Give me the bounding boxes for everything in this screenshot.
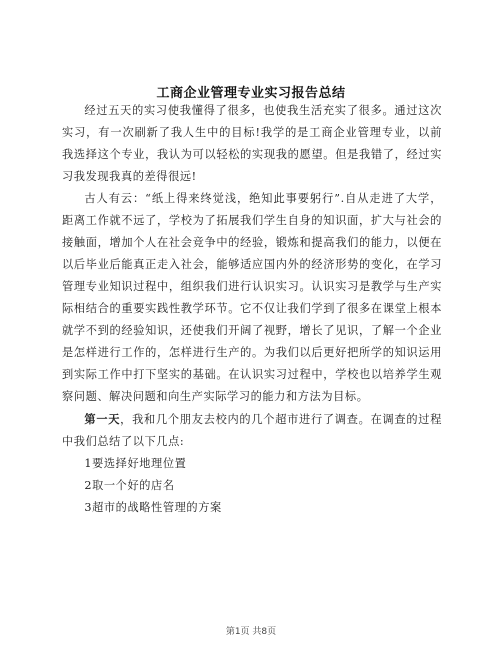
paragraph-1: 经过五天的实习使我懂得了很多，也使我生活充实了很多。通过这次实习，有一次刷新了我人生中的目标!我学的是工商企业管理专业，以前我选择这个专业，我认为可以轻松的实现我的愿望。但是我错了，经过实习我发现我真的差得很远! <box>62 104 442 183</box>
document-body <box>62 100 442 519</box>
paragraph-2: 古人有云：“纸上得来终觉浅，绝知此事要躬行”.自从走进了大学，距离工作就不远了，学校为了拓展我们学生自身的知识面，扩大与社会的接触面，增加个人在社会竞争中的经验，锻炼和提高我们的能力，以便在以后毕业后能真正走入社会，能够适应国内外的经济形势的变化，在学习管理专业知识过程中，组织我们进行认识实习。认识实习是教学与生产实际相结合的重要实践性教学环节。它不仅让我们学到了很多在课堂上根本就学不到的经验知识，还使我们开阔了视野，增长了见识，了解一个企业是怎样进行工作的，怎样进行生产的。为我们以后更好把所学的知识运用到实际工作中打下坚实的基础。在认识实习过程中，学校也以培养学生观察问题、解决问题和向生产实际学习的能力和方法为目标。 <box>62 192 442 403</box>
list-item-1: 1要选择好地理位置 <box>84 457 187 470</box>
list-item-2: 2取一个好的店名 <box>84 479 175 492</box>
list-item-3: 3超市的战略性管理的方案 <box>84 501 222 514</box>
day-one-text: ，我和几个朋友去校内的几个超市进行了调查。在调查的过程中我们总结了以下几点: <box>62 413 442 448</box>
document-title: 工商企业管理专业实习报告总结 <box>156 86 346 101</box>
page-number-footer: 第1页 共8页 <box>225 627 277 637</box>
paragraph-3 <box>62 408 442 453</box>
day-one-label: 第一天 <box>84 412 121 426</box>
